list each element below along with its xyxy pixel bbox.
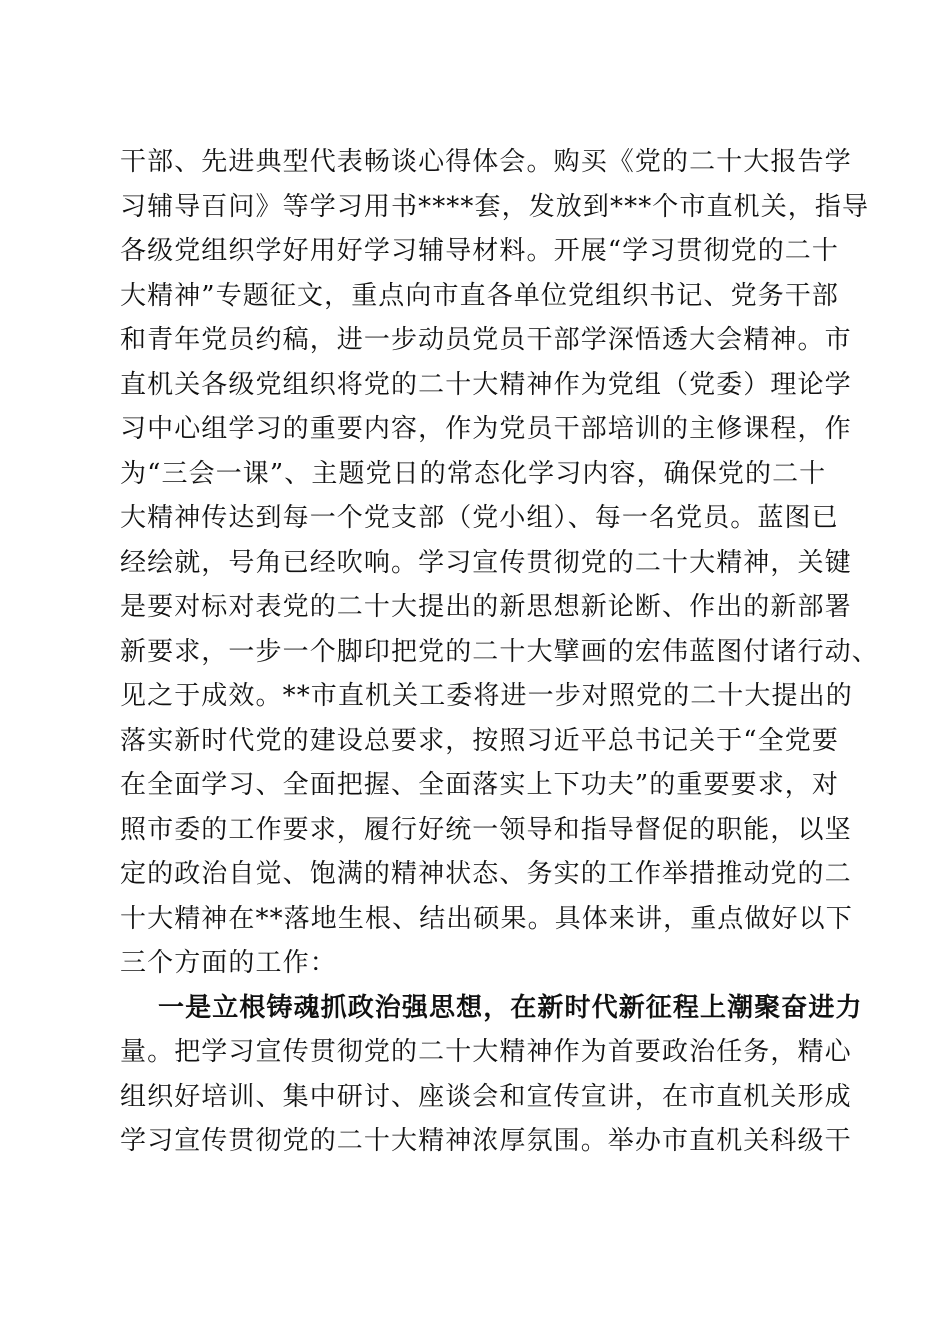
text-line: 定的政治自觉、饱满的精神状态、务实的工作举措推动党的二 <box>120 859 852 889</box>
text-line: 习辅导百问》等学习用书****套，发放到***个市直机关，指导 <box>120 191 870 222</box>
text-line: 大精神”专题征文，重点向市直各单位党组织书记、党务干部 <box>120 280 839 311</box>
text-line: 见之于成效。**市直机关工委将进一步对照党的二十大提出的 <box>120 681 853 711</box>
text-line: 三个方面的工作： <box>120 948 337 978</box>
text-line: 组织好培训、集中研讨、座谈会和宣传宣讲，在市直机关形成 <box>120 1081 852 1112</box>
text-line: 是要对标对表党的二十大提出的新思想新论断、作出的新部署 <box>120 592 852 622</box>
text-line: 学习宣传贯彻党的二十大精神浓厚氛围。举办市直机关科级干 <box>120 1126 852 1156</box>
text-line: 新要求，一步一个脚印把党的二十大擘画的宏伟蓝图付诸行动、 <box>120 636 879 667</box>
text-line: 在全面学习、全面把握、全面落实上下功夫”的重要要求，对 <box>120 770 839 800</box>
text-line: 各级党组织学好用好学习辅导材料。开展“学习贯彻党的二十 <box>120 236 839 266</box>
section-heading: 一是立根铸魂抓政治强思想，在新时代新征程上潮聚奋进力 <box>158 992 863 1023</box>
text-line: 为“三会一课”、主题党日的常态化学习内容，确保党的二十 <box>120 458 827 489</box>
text-line: 经绘就，号角已经吹响。学习宣传贯彻党的二十大精神，关键 <box>120 547 852 578</box>
text-line: 落实新时代党的建设总要求，按照习近平总书记关于“全党要 <box>120 725 839 756</box>
text-line: 十大精神在**落地生根、结出硕果。具体来讲，重点做好以下 <box>120 903 853 934</box>
text-line: 干部、先进典型代表畅谈心得体会。购买《党的二十大报告学 <box>120 147 852 177</box>
body-text <box>120 140 879 1164</box>
text-line: 量。把学习宣传贯彻党的二十大精神作为首要政治任务，精心 <box>120 1037 852 1067</box>
text-line: 直机关各级党组织将党的二十大精神作为党组（党委）理论学 <box>120 369 852 400</box>
text-line: 大精神传达到每一个党支部（党小组）、每一名党员。蓝图已 <box>120 503 839 533</box>
text-line: 和青年党员约稿，进一步动员党员干部学深悟透大会精神。市 <box>120 325 852 355</box>
text-line: 习中心组学习的重要内容，作为党员干部培训的主修课程，作 <box>120 414 852 444</box>
text-line: 照市委的工作要求，履行好统一领导和指导督促的职能，以坚 <box>120 814 852 845</box>
